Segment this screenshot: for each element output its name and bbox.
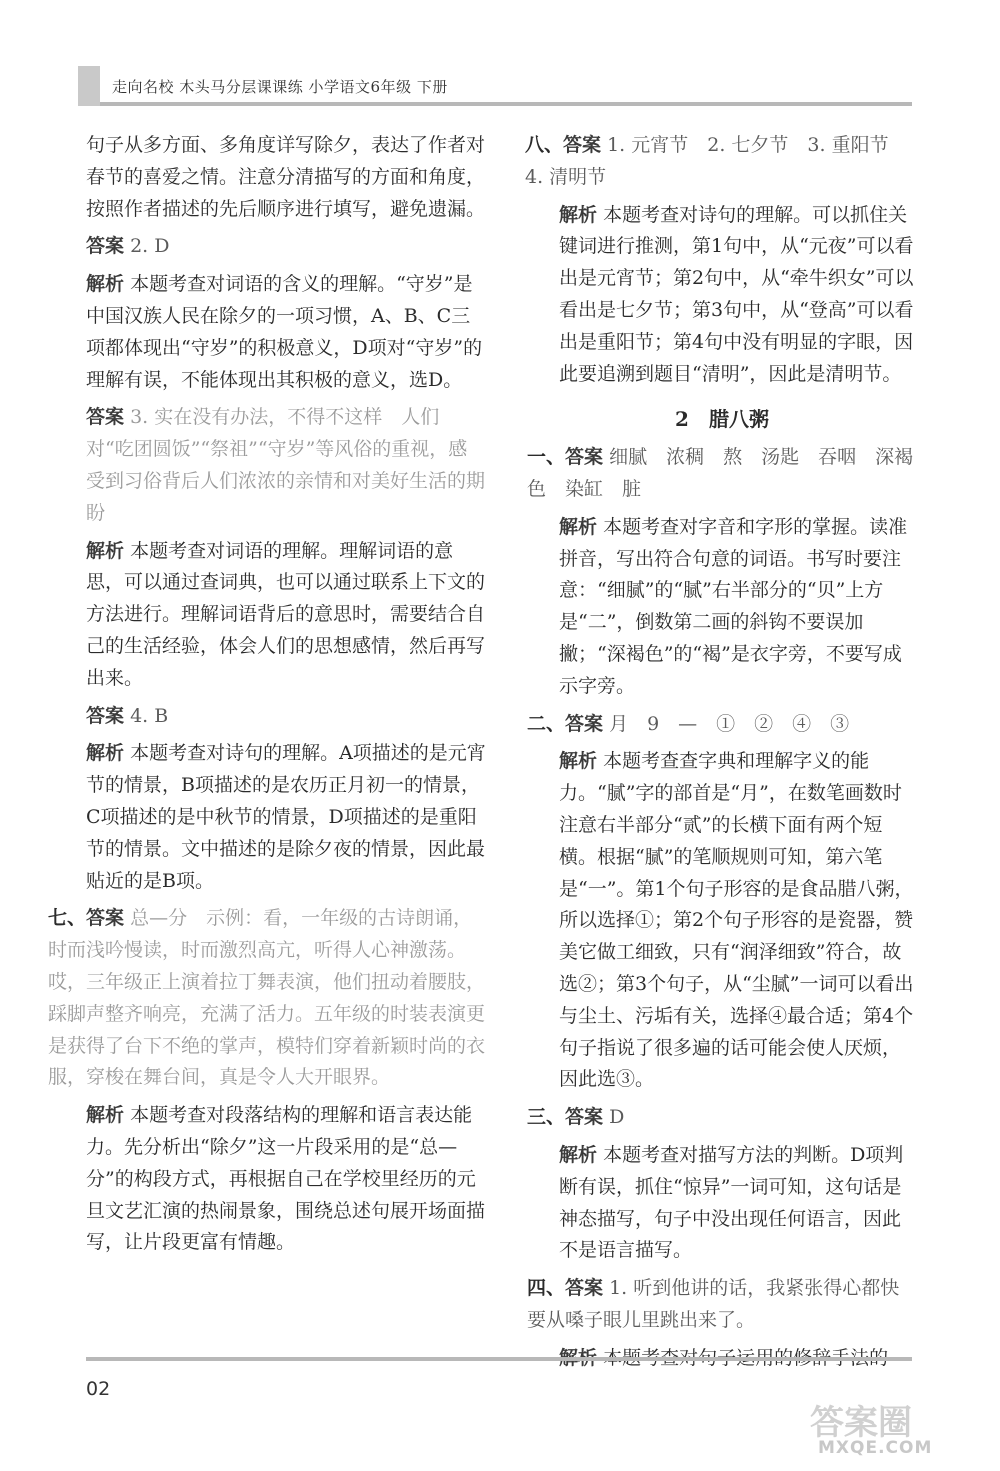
- analysis-text: 本题考查对词语的理解。理解词语的意思，可以通过查词典，也可以通过联系上下文的方法进行。理解词语背后的意思时，需要结合自己的生活经验，体会人们的思想感情，然后再写出来。: [86, 539, 486, 689]
- answer-text: 4. B: [130, 704, 169, 727]
- analysis-label: 解析: [86, 1104, 125, 1127]
- paragraph: 句子从多方面、多角度详写除夕，表达了作者对春节的喜爱之情。注意分清描写的方面和角度，按照作者描述的先后顺序进行填写，避免遗漏。: [86, 134, 486, 220]
- answer-label: 答案: [86, 907, 125, 930]
- question-number: 二、: [527, 712, 566, 735]
- section-4-answer: [527, 1273, 917, 1337]
- answer-label: 答案: [565, 446, 604, 469]
- analysis-block: [527, 746, 917, 1096]
- watermark-logo: 答案圈: [810, 1403, 912, 1443]
- analysis-text: 本题考查查字典和理解字义的能力。“腻”字的部首是“月”，在数笔画数时注意右半部分“贰”的长横下面有两个短横。根据“腻”的笔顺规则可知，第六笔是“一”。第1个句子形容的是食品腊八粥，所以选择①；第2个句子形容的是瓷器，赞美它做工细致，只有“润泽细致”符合，故选②；第3个句子，从“尘腻”一词可以看出与尘土、污垢有关，选择④最合适；第4个句子指说了很多遍的话可能会使人厌烦，因此选③。: [559, 750, 914, 1091]
- analysis-block: [527, 512, 917, 703]
- left-column: [48, 130, 486, 1265]
- right-column: [527, 130, 917, 1380]
- answer-text: 总—分 示例：看，一年级的古诗朗诵，时而浅吟慢读，时而激烈高亢，听得人心神激荡。哎，三年级正上演着拉丁舞表演，他们扭动着腰肢，踩脚声整齐响亮，充满了活力。五年级的时装表演更是获得了台下不绝的掌声，模特们穿着新颖时尚的衣服，穿梭在舞台间，真是令人大开眼界。: [48, 907, 486, 1089]
- question-7-answer: [48, 903, 486, 1094]
- question-number: 四、: [527, 1277, 566, 1300]
- analysis-block: [86, 1100, 486, 1259]
- answer-text: 3. 实在没有办法，不得不这样 人们对“吃团圆饭”“祭祖”“守岁”等风俗的重视，感受到习俗背后人们浓浓的亲情和对美好生活的期盼: [86, 406, 486, 524]
- analysis-text: 本题考查对词语的含义的理解。“守岁”是中国汉族人民在除夕的一项习惯，A、B、C三项都体现出“守岁”的积极意义，D项对“守岁”的理解有误，不能体现出其积极的意义，选D。: [86, 273, 483, 391]
- analysis-label: 解析: [559, 1143, 598, 1166]
- analysis-label: 解析: [559, 750, 598, 773]
- question-number: 七、: [48, 907, 87, 930]
- page-header: [78, 66, 912, 106]
- answer-text: D: [609, 1106, 625, 1129]
- analysis-text: 本题考查对描写方法的判断。D项判断有误，抓住“惊异”一词可知，这句话是神态描写，句子中没出现任何语言，因此不是语言描写。: [559, 1143, 904, 1262]
- analysis-text: 本题考查对字音和字形的掌握。读准拼音，写出符合句意的词语。书写时要注意：“细腻”的“腻”右半部分的“贝”上方是“二”，倒数第二画的斜钩不要误加撇；“深褐色”的“褐”是衣字旁，不要写成示字旁。: [559, 515, 908, 697]
- answer-block: [86, 231, 486, 263]
- answer-label: 答案: [86, 406, 125, 429]
- analysis-label: 解析: [86, 273, 125, 296]
- analysis-label: 解析: [559, 203, 598, 226]
- section-2-answer: [527, 709, 917, 741]
- question-number: 三、: [527, 1106, 566, 1129]
- analysis-block: [86, 536, 486, 695]
- analysis-label: 解析: [86, 539, 125, 562]
- header-title: 走向名校 木头马分层课课练 小学语文6年级 下册: [112, 78, 448, 96]
- answer-label: 答案: [86, 235, 125, 258]
- question-8-answer: [525, 130, 917, 194]
- header-tab: [78, 66, 100, 106]
- answer-label: 答案: [565, 712, 604, 735]
- analysis-label: 解析: [86, 742, 125, 765]
- page-number: 02: [86, 1378, 111, 1400]
- answer-block: [86, 701, 486, 733]
- section-title: 2 腊八粥: [675, 407, 769, 432]
- analysis-text: 本题考查对段落结构的理解和语言表达能力。先分析出“除夕”这一片段采用的是“总—分”的构段方式，再根据自己在学校里经历的元旦文艺汇演的热闹景象，围绕总述句展开场面描写，让片段更富有情趣。: [86, 1104, 486, 1254]
- answer-label: 答案: [86, 704, 125, 727]
- analysis-text: 本题考查对诗句的理解。A项描述的是元宵节的情景，B项描述的是农历正月初一的情景，C项描述的是中秋节的情景，D项描述的是重阳节的情景。文中描述的是除夕夜的情景，因此最贴近的是B项。: [86, 742, 486, 892]
- section-1-answer: [527, 442, 917, 506]
- header-rule: [100, 102, 912, 106]
- answer-label: 答案: [565, 1106, 604, 1129]
- section-3-answer: [527, 1102, 917, 1134]
- answer-label: 答案: [563, 134, 602, 156]
- answer-text: 1. 听到他讲的话，我紧张得心都快要从嗓子眼儿里跳出来了。: [527, 1277, 900, 1331]
- answer-text: 月 9 — ① ② ④ ③: [609, 712, 850, 735]
- analysis-block: [86, 738, 486, 897]
- answer-text: 1. 元宵节 2. 七夕节 3. 重阳节 4. 清明节: [525, 134, 908, 188]
- answer-label: 答案: [565, 1277, 604, 1300]
- analysis-block: [527, 1140, 917, 1267]
- analysis-label: 解析: [559, 515, 598, 538]
- analysis-text: 本题考查对诗句的理解。可以抓住关键词进行推测，第1句中，从“元夜”可以看出是元宵节；第2句中，从“牵牛织女”可以看出是七夕节；第3句中，从“登高”可以看出是重阳节；第4句中没有明显的字眼，因此要追溯到题目“清明”，因此是清明节。: [559, 203, 914, 385]
- answer-block: [86, 402, 486, 529]
- question-number: 八、: [525, 134, 564, 156]
- question-number: 一、: [527, 446, 566, 469]
- answer-text: 2. D: [130, 235, 170, 258]
- answer-text: 细腻 浓稠 熬 汤匙 吞咽 深褐色 染缸 脏: [527, 446, 914, 500]
- analysis-block: [527, 200, 917, 391]
- watermark-url: MXQE.COM: [818, 1438, 933, 1458]
- analysis-block: [86, 269, 486, 396]
- footer-rule: [86, 1357, 912, 1361]
